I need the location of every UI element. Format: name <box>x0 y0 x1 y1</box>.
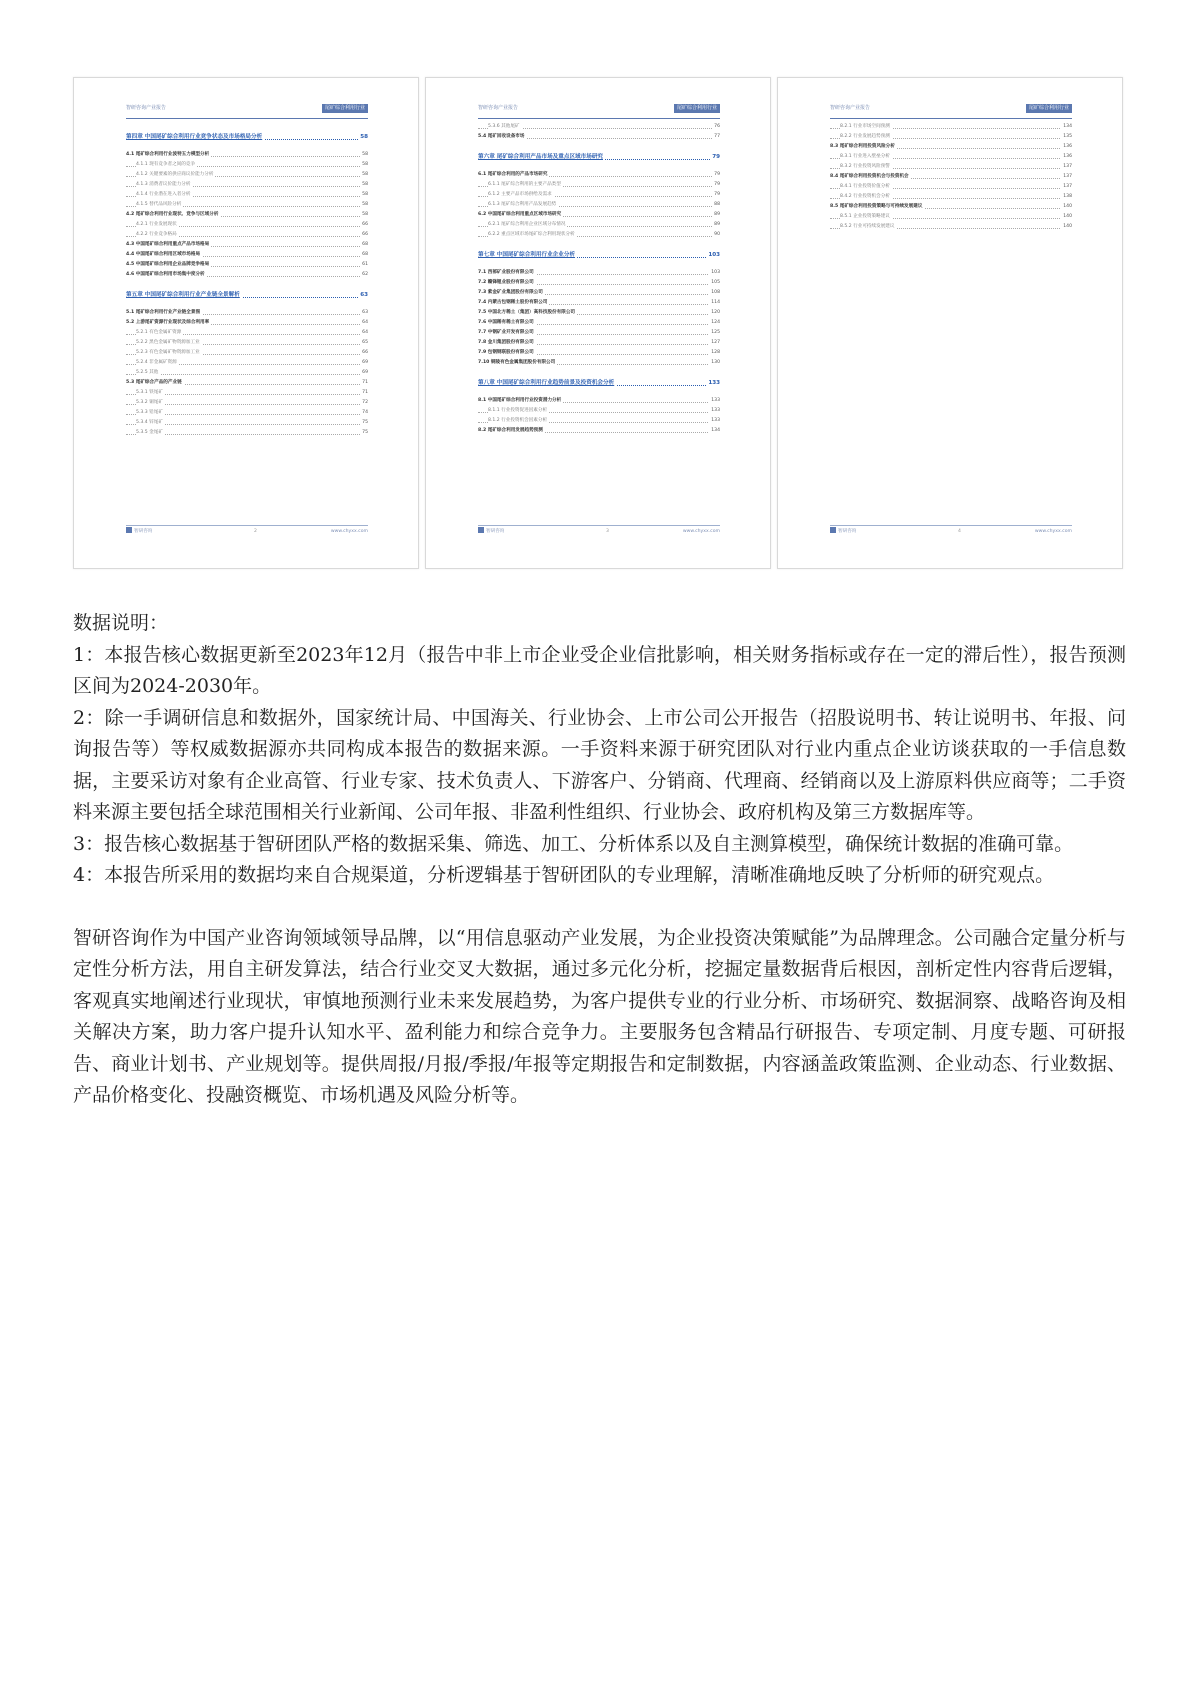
toc-entry-page: 137 <box>1061 162 1072 172</box>
toc-entry-page: 71 <box>360 388 368 398</box>
toc-entry <box>478 220 720 230</box>
toc-entry <box>478 338 720 348</box>
toc-entry-page: 58 <box>360 160 368 170</box>
thumb-header <box>478 104 720 119</box>
toc-entry-label: 6.1.3 尾矿综合利用产品发展趋势 <box>488 200 558 210</box>
toc-entry <box>126 308 368 318</box>
thumb-footer <box>126 525 368 538</box>
toc-entry-label: 4.1.4 行业潜在进入者分析 <box>136 190 193 200</box>
toc-entry-page: 64 <box>360 318 368 328</box>
toc-entry-label: 5.2 上游尾矿资源行业现状及综合利用率 <box>126 318 211 328</box>
data-note-item: 2：除一手调研信息和数据外，国家统计局、中国海关、行业协会、上市公司公开报告（招股说明书、转让说明书、年报、问询报告等）等权威数据源亦共同构成本报告的数据来源。一手资料来源于研究团队对行业内重点企业访谈获取的一手信息数据，主要采访对象有企业高管、行业专家、技术负责人、下游客户、分销商、代理商、经销商以及上游原料供应商等；二手资料来源主要包括全球范围相关行业新闻、公司年报、非盈利性组织、行业协会、政府机构及第三方数据库等。 <box>73 706 1126 823</box>
toc-entry-label: 8.5 尾矿综合利用投资策略与可持续发展建议 <box>830 202 924 212</box>
toc-entry-page: 128 <box>709 348 720 358</box>
toc-entry-label: 5.3.5 金尾矿 <box>136 428 165 438</box>
toc-entry-label: 4.6 中国尾矿综合利用市场集中度分析 <box>126 270 207 280</box>
toc-entry <box>126 428 368 438</box>
toc-list <box>126 122 368 438</box>
toc-entry <box>126 220 368 230</box>
toc-entry <box>830 142 1072 152</box>
toc-entry-label: 7.4 内蒙古包钢稀土股份有限公司 <box>478 298 549 308</box>
toc-entry <box>126 368 368 378</box>
toc-entry-page: 108 <box>709 288 720 298</box>
toc-entry <box>478 268 720 278</box>
footer-brand <box>126 527 152 537</box>
footer-brand <box>478 527 504 537</box>
toc-entry-label: 第六章 尾矿综合利用产品市场及重点区域市场研究 <box>478 148 605 166</box>
toc-chapter <box>478 374 720 392</box>
toc-entry-page: 88 <box>712 200 720 210</box>
toc-entry-page: 120 <box>709 308 720 318</box>
toc-entry-page: 61 <box>360 260 368 270</box>
toc-entry-label: 7.9 包钢钢联股份有限公司 <box>478 348 536 358</box>
toc-entry-page: 138 <box>1061 192 1072 202</box>
toc-chapter <box>126 286 368 304</box>
toc-entry-label: 4.1.1 现有竞争者之间的竞争 <box>136 160 197 170</box>
header-brand: 智研咨询产业报告 <box>126 105 167 111</box>
toc-entry <box>478 122 720 132</box>
logo-icon <box>126 527 132 533</box>
toc-chapter <box>478 246 720 264</box>
toc-entry <box>126 180 368 190</box>
toc-entry <box>830 162 1072 172</box>
toc-entry-label: 8.3.2 行业投资风险预警 <box>840 162 892 172</box>
toc-entry-page: 103 <box>709 268 720 278</box>
toc-entry-label: 8.2.2 行业发展趋势预测 <box>840 132 892 142</box>
toc-entry-page: 137 <box>1061 172 1072 182</box>
toc-entry-label: 5.2.2 黑色金属矿物资源加工业 <box>136 338 202 348</box>
company-intro: 智研咨询作为中国产业咨询领域领导品牌，以“用信息驱动产业发展，为企业投资决策赋能”为品牌理念。公司融合定量分析与定性分析方法，用自主研发算法，结合行业交叉大数据，通过多元化分析，挖掘定量数据背后根因，剖析定性内容背后逻辑，客观真实地阐述行业现状，审慎地预测行业未来发展趋势，为客户提供专业的行业分析、市场研究、数据洞察、战略咨询及相关解决方案，助力客户提升认知水平、盈利能力和综合竞争力。主要服务包含精品行研报告、专项定制、月度专题、可研报告、商业计划书、产业规划等。提供周报/月报/季报/年报等定期报告和定制数据，内容涵盖政策监测、企业动态、行业数据、产品价格变化、投融资概览、市场机遇及风险分析等。 <box>73 926 1126 1106</box>
toc-entry-page: 89 <box>712 210 720 220</box>
toc-entry-label: 5.3.2 铜尾矿 <box>136 398 165 408</box>
toc-entry-label: 8.5.1 企业投资策略建议 <box>840 212 892 222</box>
toc-entry-page: 66 <box>360 348 368 358</box>
toc-entry-page: 76 <box>712 122 720 132</box>
toc-entry-label: 6.1.2 主要产品市场供给及需求 <box>488 190 554 200</box>
toc-entry-label: 8.4.2 行业投资机会分析 <box>840 192 892 202</box>
toc-entry-label: 6.1 尾矿综合利用的产品市场研究 <box>478 170 549 180</box>
toc-entry <box>830 192 1072 202</box>
toc-entry <box>830 212 1072 222</box>
toc-entry-page: 75 <box>360 428 368 438</box>
logo-icon <box>478 527 484 533</box>
toc-entry-label: 7.7 中钢矿业开发有限公司 <box>478 328 536 338</box>
toc-entry-label: 第五章 中国尾矿综合利用行业产业链全景解析 <box>126 286 242 304</box>
toc-entry-label: 7.6 中国稀有稀土有限公司 <box>478 318 536 328</box>
footer-page-number: 2 <box>254 529 257 534</box>
toc-entry-label: 4.1.5 替代品风险分析 <box>136 200 183 210</box>
data-note-item: 3：报告核心数据基于智研团队严格的数据采集、筛选、加工、分析体系以及自主测算模型，确保统计数据的准确可靠。 <box>73 832 1074 855</box>
toc-entry-page: 140 <box>1061 222 1072 232</box>
toc-entry <box>478 406 720 416</box>
toc-entry-page: 124 <box>709 318 720 328</box>
toc-entry-page: 75 <box>360 418 368 428</box>
toc-entry <box>478 170 720 180</box>
toc-entry <box>478 328 720 338</box>
toc-entry <box>830 122 1072 132</box>
footer-page-number: 4 <box>958 529 961 534</box>
toc-entry-label: 4.3 中国尾矿综合利用重点产品市场格局 <box>126 240 211 250</box>
toc-entry <box>830 152 1072 162</box>
toc-entry <box>478 416 720 426</box>
toc-entry-page: 68 <box>360 240 368 250</box>
toc-entry-label: 5.1 尾矿综合利用行业产业链全景图 <box>126 308 202 318</box>
toc-entry <box>126 318 368 328</box>
toc-entry-page: 58 <box>360 180 368 190</box>
toc-page-thumbnail[interactable] <box>777 77 1123 569</box>
footer-brand-text: 智研咨询 <box>486 529 505 534</box>
toc-entry-page: 58 <box>360 200 368 210</box>
toc-entry-page: 89 <box>712 220 720 230</box>
toc-entry-label: 6.2.2 重点区域市场尾矿综合利用现状分析 <box>488 230 577 240</box>
toc-entry-page: 134 <box>1061 122 1072 132</box>
toc-entry-page: 140 <box>1061 202 1072 212</box>
footer-url: www.chyxx.com <box>1034 529 1072 534</box>
toc-entry-label: 4.4 中国尾矿综合利用区域市场格局 <box>126 250 202 260</box>
toc-entry <box>126 338 368 348</box>
toc-entry-page: 140 <box>1061 212 1072 222</box>
toc-entry <box>478 426 720 436</box>
toc-entry-label: 8.3.1 行业进入壁垒分析 <box>840 152 892 162</box>
toc-entry-label: 5.2.3 有色金属矿物资源加工业 <box>136 348 202 358</box>
toc-entry-page: 136 <box>1061 142 1072 152</box>
toc-entry-page: 58 <box>360 170 368 180</box>
toc-entry-page: 136 <box>1061 152 1072 162</box>
header-report-title: 尾矿综合利用行业 <box>674 104 720 113</box>
toc-entry <box>126 240 368 250</box>
toc-entry-page: 133 <box>709 396 720 406</box>
toc-entry-label: 7.5 中国北方稀土（集团）高科技股份有限公司 <box>478 308 577 318</box>
toc-entry-page: 79 <box>712 190 720 200</box>
toc-entry <box>478 396 720 406</box>
toc-entry-label: 6.2 中国尾矿综合利用重点区域市场研究 <box>478 210 563 220</box>
toc-entry-label: 4.1.3 消费者议价能力分析 <box>136 180 193 190</box>
toc-entry-label: 6.1.1 尾矿综合利用的主要产品类型 <box>488 180 563 190</box>
toc-entry-label: 4.2.1 行业发展现状 <box>136 220 179 230</box>
toc-entry <box>126 358 368 368</box>
toc-entry-label: 5.2.4 非金属矿资源 <box>136 358 179 368</box>
toc-entry-label: 7.10 铜陵有色金属集团股份有限公司 <box>478 358 557 368</box>
toc-entry-label: 5.3.3 铅尾矿 <box>136 408 165 418</box>
toc-entry <box>126 250 368 260</box>
toc-entry-label: 8.1.2 行业投资机会因素分析 <box>488 416 549 426</box>
toc-entry <box>126 150 368 160</box>
data-note-item: 1：本报告核心数据更新至2023年12月（报告中非上市企业受企业信批影响，相关财务指标或存在一定的滞后性），报告预测区间为2024-2030年。 <box>73 643 1126 697</box>
footer-url: www.chyxx.com <box>682 529 720 534</box>
toc-entry-label: 4.5 中国尾矿综合利用企业品牌竞争格局 <box>126 260 211 270</box>
toc-entry-label: 第八章 中国尾矿综合利用行业趋势前景及投资机会分析 <box>478 374 616 392</box>
toc-entry-label: 8.4 尾矿综合利用投资机会与投资机会 <box>830 172 911 182</box>
toc-entry <box>478 348 720 358</box>
header-report-title: 尾矿综合利用行业 <box>322 104 368 113</box>
toc-entry <box>478 288 720 298</box>
toc-entry-page: 90 <box>712 230 720 240</box>
toc-entry-label: 4.1.2 关键要素的供应商议价能力分析 <box>136 170 215 180</box>
footer-brand <box>830 527 856 537</box>
toc-entry <box>478 190 720 200</box>
footer-brand-text: 智研咨询 <box>838 529 857 534</box>
header-report-title: 尾矿综合利用行业 <box>1026 104 1072 113</box>
toc-entry <box>126 398 368 408</box>
toc-entry <box>478 200 720 210</box>
toc-entry-page: 58 <box>360 150 368 160</box>
toc-entry <box>126 348 368 358</box>
toc-entry <box>126 160 368 170</box>
toc-entry-label: 5.4 尾矿回收设备市场 <box>478 132 527 142</box>
toc-entry-label: 8.2.1 行业市场空间预测 <box>840 122 892 132</box>
toc-entry <box>126 378 368 388</box>
toc-entry-page: 130 <box>709 358 720 368</box>
toc-entry <box>830 222 1072 232</box>
spacer <box>73 892 1126 923</box>
toc-entry-page: 79 <box>710 148 720 166</box>
toc-list <box>830 122 1072 232</box>
logo-icon <box>830 527 836 533</box>
toc-entry-page: 103 <box>706 246 720 264</box>
toc-entry <box>126 260 368 270</box>
toc-entry <box>478 308 720 318</box>
toc-entry <box>830 132 1072 142</box>
toc-entry <box>126 190 368 200</box>
toc-entry-label: 4.2.2 行业竞争格局 <box>136 230 179 240</box>
toc-thumbnails <box>73 77 1118 569</box>
report-notes <box>73 608 1126 1112</box>
toc-entry-page: 65 <box>360 338 368 348</box>
toc-entry-label: 7.8 金川集团股份有限公司 <box>478 338 536 348</box>
toc-entry-label: 5.3.6 其他尾矿 <box>488 122 522 132</box>
toc-entry-page: 74 <box>360 408 368 418</box>
toc-entry-label: 8.3 尾矿综合利用投资风险分析 <box>830 142 897 152</box>
toc-entry <box>478 180 720 190</box>
toc-entry <box>126 328 368 338</box>
toc-page-thumbnail[interactable] <box>73 77 419 569</box>
toc-entry-page: 133 <box>709 416 720 426</box>
thumb-footer <box>830 525 1072 538</box>
toc-entry-page: 72 <box>360 398 368 408</box>
toc-entry-page: 62 <box>360 270 368 280</box>
toc-entry <box>126 388 368 398</box>
toc-entry-page: 135 <box>1061 132 1072 142</box>
toc-chapter <box>478 148 720 166</box>
toc-entry <box>126 418 368 428</box>
toc-entry-page: 58 <box>358 128 368 146</box>
thumb-header <box>830 104 1072 119</box>
toc-entry <box>126 408 368 418</box>
toc-entry-label: 8.4.1 行业投资价值分析 <box>840 182 892 192</box>
toc-entry-page: 69 <box>360 368 368 378</box>
toc-entry-page: 66 <box>360 220 368 230</box>
toc-entry-label: 5.3 尾矿综合产品的产业链 <box>126 378 184 388</box>
toc-entry <box>126 230 368 240</box>
toc-entry-page: 79 <box>712 180 720 190</box>
toc-entry <box>478 298 720 308</box>
toc-entry <box>478 278 720 288</box>
toc-entry-label: 7.2 赣锋锂业股份有限公司 <box>478 278 536 288</box>
toc-entry-page: 69 <box>360 358 368 368</box>
toc-entry-page: 134 <box>709 426 720 436</box>
footer-brand-text: 智研咨询 <box>134 529 153 534</box>
toc-chapter <box>126 128 368 146</box>
toc-entry-label: 5.3.1 铁尾矿 <box>136 388 165 398</box>
toc-entry-page: 58 <box>360 210 368 220</box>
toc-entry-page: 77 <box>712 132 720 142</box>
toc-entry-label: 第七章 中国尾矿综合利用行业企业分析 <box>478 246 577 264</box>
toc-entry <box>478 230 720 240</box>
toc-entry <box>126 210 368 220</box>
toc-entry-label: 6.2.1 尾矿综合利用企业区域分布情况 <box>488 220 567 230</box>
toc-entry <box>126 170 368 180</box>
toc-entry-page: 125 <box>709 328 720 338</box>
toc-entry-page: 66 <box>360 230 368 240</box>
thumb-header <box>126 104 368 119</box>
data-note-item: 4：本报告所采用的数据均来自合规渠道，分析逻辑基于智研团队的专业理解，清晰准确地反映了分析师的研究观点。 <box>73 864 1055 886</box>
toc-entry-label: 4.1 尾矿综合利用行业波特五力模型分析 <box>126 150 211 160</box>
toc-entry <box>478 132 720 142</box>
data-note-heading: 数据说明： <box>73 612 169 634</box>
footer-url: www.chyxx.com <box>330 529 368 534</box>
header-brand: 智研咨询产业报告 <box>830 105 871 111</box>
toc-entry-label: 8.2 尾矿综合利用发展趋势预测 <box>478 426 545 436</box>
toc-entry-page: 79 <box>712 170 720 180</box>
toc-entry-page: 105 <box>709 278 720 288</box>
toc-leader-dots <box>126 374 368 375</box>
toc-entry-page: 71 <box>360 378 368 388</box>
toc-entry-page: 127 <box>709 338 720 348</box>
toc-page-thumbnail[interactable] <box>425 77 771 569</box>
toc-entry-label: 8.1.1 行业投资促进因素分析 <box>488 406 549 416</box>
header-brand: 智研咨询产业报告 <box>478 105 519 111</box>
toc-entry-label: 4.2 尾矿综合利用行业现状、竞争与区域分析 <box>126 210 220 220</box>
toc-entry <box>478 318 720 328</box>
toc-entry-page: 63 <box>358 286 368 304</box>
toc-entry-label: 7.3 紫金矿业集团股份有限公司 <box>478 288 545 298</box>
toc-entry <box>830 182 1072 192</box>
thumb-footer <box>478 525 720 538</box>
toc-entry <box>478 358 720 368</box>
toc-entry-page: 64 <box>360 328 368 338</box>
toc-entry-label: 7.1 西部矿业股份有限公司 <box>478 268 536 278</box>
toc-entry-page: 133 <box>706 374 720 392</box>
toc-entry-page: 137 <box>1061 182 1072 192</box>
toc-entry-label: 5.2.5 其他 <box>136 368 160 378</box>
toc-entry <box>830 172 1072 182</box>
footer-page-number: 3 <box>606 529 609 534</box>
toc-entry-label: 5.3.4 锌尾矿 <box>136 418 165 428</box>
toc-entry <box>830 202 1072 212</box>
toc-entry-label: 5.2.1 有色金属矿资源 <box>136 328 183 338</box>
toc-entry-page: 58 <box>360 190 368 200</box>
toc-entry <box>478 210 720 220</box>
toc-entry <box>126 200 368 210</box>
toc-entry-label: 第四章 中国尾矿综合利用行业竞争状态及市场格局分析 <box>126 128 264 146</box>
toc-entry <box>126 270 368 280</box>
toc-entry-label: 8.5.2 行业可持续发展建议 <box>840 222 897 232</box>
toc-entry-label: 8.1 中国尾矿综合利用行业投资潜力分析 <box>478 396 563 406</box>
toc-entry-page: 63 <box>360 308 368 318</box>
toc-list <box>478 122 720 436</box>
toc-entry-page: 68 <box>360 250 368 260</box>
toc-entry-page: 114 <box>709 298 720 308</box>
toc-entry-page: 133 <box>709 406 720 416</box>
